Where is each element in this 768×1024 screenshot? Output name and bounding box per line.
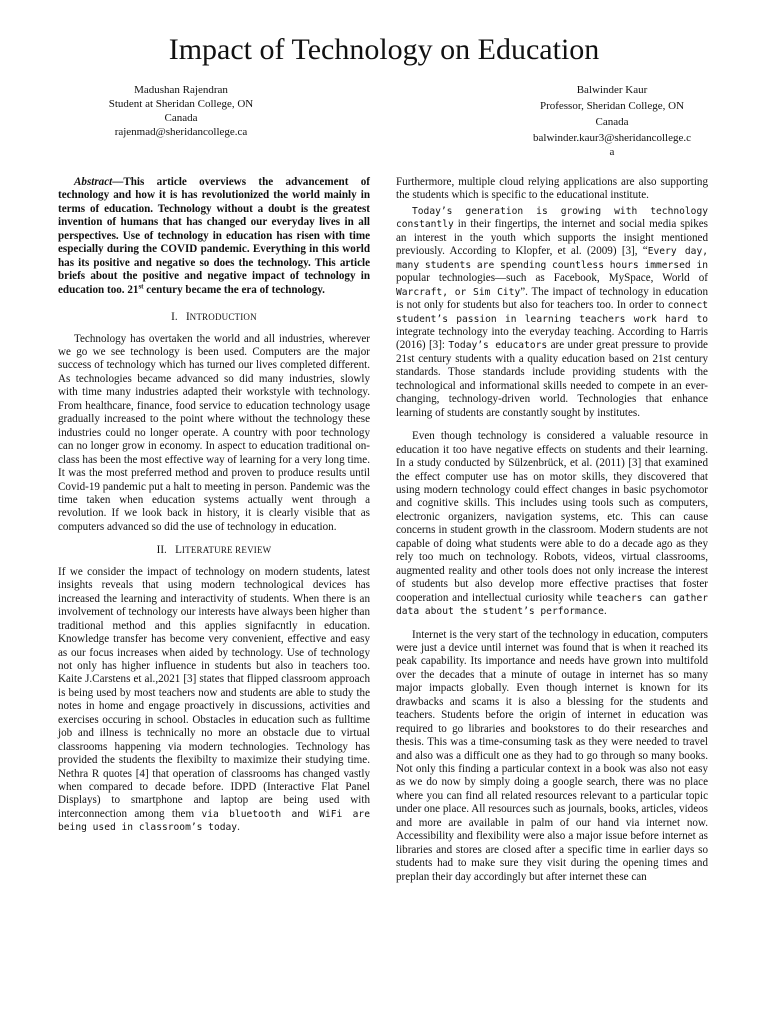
abstract-text: This article overviews the advancement of technology and how it is has revolutionized the world mainly in terms of education. Technology without a doubt is the greatest invention of humans that has changed our everyday lives in all perspectives. Use of technology in education has risen with time especially during the COVID pandemic. Everything in this world has its positive and negative so does the technology. This article briefs about the positive and negative impact of technology in education too. 21 bbox=[58, 176, 370, 296]
section-heading-literature-review bbox=[58, 544, 370, 557]
author-email bbox=[498, 131, 726, 159]
paragraph-internet: Internet is the very start of the technology in education, computers were just a device until internet was found that is when it reached its peak capability. Its importance and needs have grown into multifold over the decades that a minute of outage in internet has so many major impacts globally. Even though internet is known for its drawbacks and scams it is also a blessing for the students and teachers. Students before the origin of internet in education was required to go libraries and bookstores to do their researches and thesis. This was a time-consuming task as they were needed to travel and also was a difficult one as they had to go through so many books. Not only this finding a particular context in a book was also not easy as we do now by simply doing a google search, there was no place where you can find all related resources relevant to a particular topic under one place. All resources such as journals, books, articles, videos and more are available in palm of our hand via internet now. Accessibility and flexibility were also a major issue before internet as libraries and stores are closed after a specific time in earlier days so students had to make sure they visit during the opening times and preplan their day accordingly but after internet these can bbox=[396, 628, 708, 883]
paragraph-cloud-apps: Furthermore, multiple cloud relying applications are also supporting the students which is specific to the educational institute. bbox=[396, 176, 708, 202]
paragraph-generation bbox=[396, 205, 708, 420]
section-number: I. bbox=[171, 311, 178, 324]
mono-text: teachers can gather data about the student’s performance bbox=[396, 592, 708, 618]
mono-text: connect student’s passion in learning teachers work hard to bbox=[396, 300, 708, 325]
section-number: II. bbox=[156, 544, 167, 557]
abstract bbox=[58, 176, 370, 297]
abstract-sup: st bbox=[138, 281, 144, 290]
abstract-label: Abstract bbox=[74, 176, 113, 188]
abstract-text-end: century became the era of technology. bbox=[143, 283, 325, 296]
abstract-dash: — bbox=[112, 176, 124, 188]
introduction-paragraph: Technology has overtaken the world and all industries, wherever we go we see technology is been used. Computers are the major success of technology which has turned our lives completed different. As technologies became advanced so did many industries, slowly with time many industries adapted their workstyle with technology. From healthcare, finance, food service to education technology usage gradually increased to the point where without the technology these industries could no longer operate. A country with poor technology can no longer grow in economy. In aspect to education traditional on-class has been the most effective way of learning for a very long time. It was the most preferred method and proven to produce results until Covid-19 pandemic put a halt to meeting in person. Pandemic was the time taken when education systems actually went through a revolution. If we look back in history, it is clearly visible that as computers advanced so did the use of technology in education. bbox=[58, 332, 370, 533]
body-text: in their fingertips, the internet and social media spikes an interest in the youth which supports the insight mentioned previously. According to Klopfer, et al. (2009) [3], “ bbox=[396, 218, 708, 258]
author-email: rajenmad@sheridancollege.ca bbox=[114, 126, 248, 138]
author-name: Balwinder Kaur bbox=[576, 84, 648, 96]
right-column bbox=[396, 176, 708, 884]
body-text: popular technologies—such as Facebook, MySpace, World of bbox=[396, 272, 708, 285]
paper-title: Impact of Technology on Education bbox=[168, 33, 600, 66]
section-heading-introduction bbox=[58, 311, 370, 324]
left-column bbox=[58, 176, 370, 835]
literature-review-text: If we consider the impact of technology on modern students, latest insights reveals that using modern technological devices has increased the learning and interactivity of students. When there is an involvement of technology our interests have always been higher than traditional method and this applies signifacntly in education. Knowledge transfer has become very convenient, effective and easy as our focus increases when aided by technology. Use of technology not only has higher influence in students but also in teachers too. Kaite J.Carstens et al.,2021 [3] states that flipped classroom approach is being used by most teachers now and students are able to study the notes in home and engage proactively in discussions, activities and exercises occuring in school. Obstacles in education such as fulltime job and illness is technically no more an obstacle due to virtual classrooms happening via modern technologies. Technology has provided the students the flexibilty to maximize their studying time. Nethra R quotes [4] that operation of classrooms has changed vastly when compared to decade before. IDPD (Interactive Flat Panel Displays) to smartphone and laptop are being used with interconnection among them bbox=[58, 565, 370, 820]
paragraph-negative-effects bbox=[396, 430, 708, 618]
body-text: . bbox=[603, 605, 607, 618]
mono-text: Every day, many students are spending countless hours immersed in bbox=[396, 246, 708, 271]
author-email-part1: balwinder.kaur3@sheridancollege.c bbox=[533, 132, 691, 144]
literature-review-end: . bbox=[237, 821, 240, 834]
body-text: Even though technology is considered a valuable resource in education it too have negative effects on students and their learning. In a study conducted by Sülzenbrück, et al. (2011) [3] that examined the effect computer use has on motor skills, they discovered that using modern technology could effect changes in basic psychomotor and cognitive skills. This includes using tools such as computers, electronic organizers, navigation systems, etc. This can cause concerns in student growth in the classroom. Modern students are not capable of doing what students were able to do a decade ago as they rely too much on technology. Robots, videos, virtual classrooms, augmented reality and other tools does not only increase the interest of students but also develop more effective practises that foster cooperation and intellectual curiosity while bbox=[396, 430, 708, 604]
author-country: Canada bbox=[595, 116, 629, 128]
section-title-rest: NTRODUCTION bbox=[189, 312, 257, 323]
author-block-2 bbox=[498, 83, 726, 159]
body-text: ”. The impact of technology in education is not only for students but also for teachers too. In order to bbox=[396, 285, 708, 312]
mono-text: Today’s generation is growing with technology constantly bbox=[396, 205, 708, 231]
author-email-part2: a bbox=[609, 146, 615, 158]
literature-review-paragraph bbox=[58, 566, 370, 835]
section-title-initial: I bbox=[185, 311, 190, 324]
author-country: Canada bbox=[164, 112, 198, 124]
section-title-initial: L bbox=[175, 544, 182, 557]
mono-text: Warcraft, or Sim City bbox=[396, 286, 521, 298]
author-affiliation: Student at Sheridan College, ON bbox=[108, 98, 254, 110]
body-text: integrate technology into the everyday teaching. According to Harris (2016) [3]: bbox=[396, 325, 708, 352]
body-text: are under great pressure to provide 21st century students with a quality education based on 21st century standards. Those standards include providing students with the technological and informational skills needed to compete in an ever-changing, technology-driven world. Technologies that enhance learning of students are constantly sought by institutes. bbox=[396, 339, 708, 419]
author-name: Madushan Rajendran bbox=[134, 84, 228, 96]
author-affiliation: Professor, Sheridan College, ON bbox=[539, 100, 685, 112]
section-title-rest: ITERATURE REVIEW bbox=[181, 545, 272, 556]
mono-text: Today’s educators bbox=[448, 340, 548, 352]
literature-review-mono-text: via bluetooth and WiFi are being used in classroom’s today bbox=[58, 808, 370, 834]
author-block-1 bbox=[56, 83, 306, 139]
